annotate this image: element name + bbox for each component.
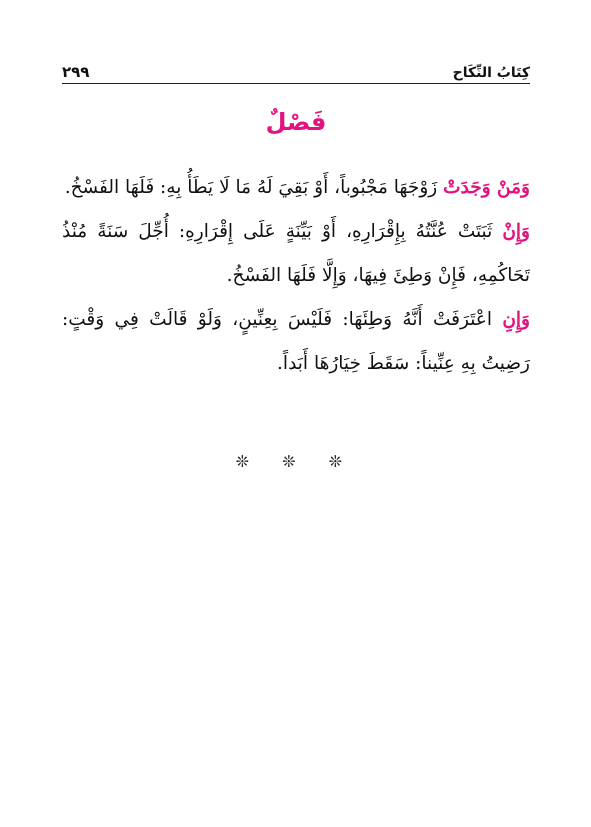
page-number: ٢٩٩ xyxy=(62,63,90,81)
paragraph-1 xyxy=(62,166,530,210)
paragraph-2 xyxy=(62,210,530,298)
paragraph-lead: وَمَنْ وَجَدَتْ xyxy=(443,177,530,198)
paragraph-3 xyxy=(62,298,530,386)
paragraph-text: زَوْجَهَا مَجْبُوباً، أَوْ بَقِيَ لَهُ مَا لَا يَطَأُ بِهِ: فَلَهَا الفَسْخُ. xyxy=(64,177,444,198)
paragraph-text: اعْتَرَفَتْ أَنَّهُ وَطِئَهَا: فَلَيْسَ بِعِنِّينٍ، وَلَوْ قَالَتْ فِي وَقْتٍ: رَضِيتُ بِهِ عِنِّيناً: سَقَطَ خِيَارُهَا أَبَداً. xyxy=(62,309,530,374)
running-title: كِتَابُ النِّكَاح xyxy=(452,65,530,81)
page-header xyxy=(62,58,530,84)
paragraph-lead: وَإِنِ xyxy=(502,309,530,330)
paragraph-text: ثَبَتَتْ عُنَّتُهُ بِإِقْرَارِهِ، أَوْ بَيِّنَةٍ عَلَى إِقْرَارِهِ: أُجِّلَ سَنَةً مُنْذُ تَحَاكُمِهِ، فَإِنْ وَطِئَ فِيهَا، وَإِلَّا فَلَهَا الفَسْخُ. xyxy=(62,221,530,286)
section-separator: ❊ ❊ ❊ xyxy=(235,452,357,471)
section-title: فَصْلٌ xyxy=(265,108,327,136)
body-text xyxy=(62,166,530,386)
paragraph-lead: وَإِنْ xyxy=(502,221,530,242)
